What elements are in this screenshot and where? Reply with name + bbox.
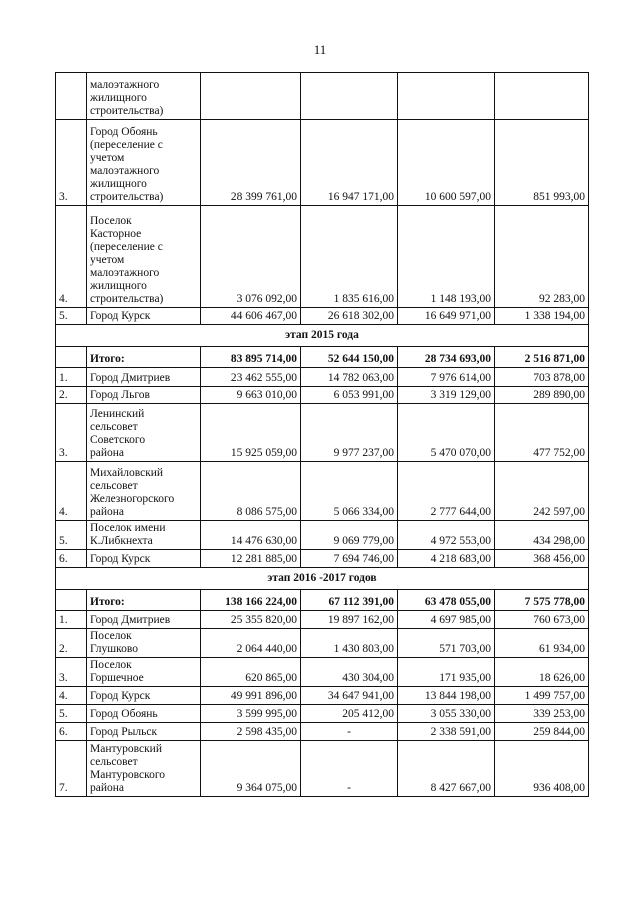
row-number-cell: 6. [56,723,87,741]
total-label: Итого: [87,590,201,611]
municipality-name-line: Город Курск [90,310,151,322]
page-number: 11 [313,42,327,57]
municipality-name-line: (переселение с [90,241,163,253]
table-row [56,308,589,325]
municipality-name-line: малоэтажного [90,165,160,177]
amount-cell: 34 647 941,00 [301,687,398,705]
amount-cell: - [301,741,398,797]
amount-cell: 289 890,00 [495,387,589,404]
row-number-cell: 2. [56,629,87,658]
amount-cell: 23 462 555,00 [201,368,301,387]
municipality-name-cell [87,658,201,687]
table-row [56,550,589,568]
amount-cell: - [301,723,398,741]
row-number-cell: 5. [56,308,87,325]
municipality-name-line: Глушково [90,643,138,655]
row-number-cell: 3. [56,120,87,206]
amount-cell: 18 626,00 [495,658,589,687]
municipality-name-line: малоэтажного [90,79,160,91]
municipality-name-line: Поселок [90,630,132,642]
amount-cell: 44 606 467,00 [201,308,301,325]
municipality-name-cell [87,629,201,658]
amount-cell: 61 934,00 [495,629,589,658]
stage-header-row [56,325,589,347]
municipality-name-line: сельсовет [90,480,138,492]
row-number-cell: 5. [56,521,87,550]
amount-cell: 15 925 059,00 [201,404,301,462]
amount-cell: 1 430 803,00 [301,629,398,658]
amount-cell: 259 844,00 [495,723,589,741]
table-row [56,387,589,404]
municipality-name-line: сельсовет [90,421,138,433]
municipality-name-cell [87,462,201,521]
amount-cell: 4 697 985,00 [398,611,495,629]
amount-cell: 10 600 597,00 [398,120,495,206]
table-row [56,687,589,705]
amount-cell [398,73,495,120]
municipality-name-cell [87,387,201,404]
row-number-cell: 4. [56,687,87,705]
amount-cell: 16 947 171,00 [301,120,398,206]
table-row [56,368,589,387]
amount-cell: 339 253,00 [495,705,589,723]
total-label: Итого: [87,347,201,368]
municipality-name-line: Железногорского [90,493,175,505]
municipality-name-line: района [90,447,125,459]
total-value-cell: 138 166 224,00 [201,590,301,611]
total-value-cell: 28 734 693,00 [398,347,495,368]
amount-cell: 242 597,00 [495,462,589,521]
municipality-name-line: района [90,782,125,794]
row-number-cell: 4. [56,206,87,308]
amount-cell: 1 835 616,00 [301,206,398,308]
total-value-cell: 67 112 391,00 [301,590,398,611]
amount-cell: 368 456,00 [495,550,589,568]
municipality-name-line: Город Дмитриев [90,614,171,626]
amount-cell: 1 499 757,00 [495,687,589,705]
table-row [56,120,589,206]
amount-cell: 9 977 237,00 [301,404,398,462]
table-row [56,404,589,462]
municipality-name-line: учетом [90,152,125,164]
table-row [56,206,589,308]
municipality-name-cell [87,723,201,741]
municipality-name-line: Город Курск [90,690,151,702]
amount-cell [301,73,398,120]
amount-cell: 4 972 553,00 [398,521,495,550]
municipality-name-cell [87,550,201,568]
municipality-name-cell [87,120,201,206]
stage-header-row [56,568,589,590]
municipality-name-cell [87,73,201,120]
amount-cell: 5 066 334,00 [301,462,398,521]
amount-cell: 2 598 435,00 [201,723,301,741]
amount-cell: 703 878,00 [495,368,589,387]
amount-cell: 434 298,00 [495,521,589,550]
municipality-name-line: жилищного [90,280,147,292]
row-number-cell: 3. [56,658,87,687]
municipality-name-line: Михайловский [90,467,164,479]
amount-cell: 936 408,00 [495,741,589,797]
amount-cell: 2 064 440,00 [201,629,301,658]
table-row [56,705,589,723]
amount-cell: 571 703,00 [398,629,495,658]
amount-cell: 3 319 129,00 [398,387,495,404]
amount-cell: 3 055 330,00 [398,705,495,723]
amount-cell: 12 281 885,00 [201,550,301,568]
municipality-name-line: строительства) [90,191,164,203]
amount-cell: 851 993,00 [495,120,589,206]
municipality-name-cell [87,308,201,325]
amount-cell: 3 599 995,00 [201,705,301,723]
table-row [56,611,589,629]
total-value-cell: 83 895 714,00 [201,347,301,368]
row-number-cell: 1. [56,611,87,629]
row-number-cell [56,73,87,120]
amount-cell: 49 991 896,00 [201,687,301,705]
municipality-name-line: жилищного [90,178,147,190]
municipality-name-line: Мантуровского [90,769,166,781]
municipality-name-cell [87,687,201,705]
municipality-name-line: Поселок [90,215,132,227]
amount-cell: 9 364 075,00 [201,741,301,797]
municipality-name-cell [87,404,201,462]
municipality-name-line: Горшечное [90,672,144,684]
amount-cell: 1 148 193,00 [398,206,495,308]
amount-cell: 5 470 070,00 [398,404,495,462]
municipality-name-cell [87,705,201,723]
row-number-cell: 6. [56,550,87,568]
municipality-name-line: Поселок [90,659,132,671]
municipality-name-line: Ленинский [90,408,145,420]
total-row [56,590,589,611]
municipality-name-line: (переселение с [90,139,163,151]
amount-cell [201,73,301,120]
amount-cell: 9 663 010,00 [201,387,301,404]
amount-cell: 7 694 746,00 [301,550,398,568]
total-value-cell: 7 575 778,00 [495,590,589,611]
amount-cell: 430 304,00 [301,658,398,687]
amount-cell: 8 086 575,00 [201,462,301,521]
total-value-cell: 2 516 871,00 [495,347,589,368]
total-row [56,347,589,368]
amount-cell: 6 053 991,00 [301,387,398,404]
municipality-name-line: района [90,506,125,518]
amount-cell: 1 338 194,00 [495,308,589,325]
municipality-name-cell [87,206,201,308]
table-row [56,629,589,658]
amount-cell: 3 076 092,00 [201,206,301,308]
amount-cell: 2 338 591,00 [398,723,495,741]
municipality-name-line: учетом [90,254,125,266]
amount-cell: 760 673,00 [495,611,589,629]
municipality-name-line: Поселок имени [90,522,166,534]
table-row [56,521,589,550]
amount-cell: 25 355 820,00 [201,611,301,629]
municipality-name-line: сельсовет [90,756,138,768]
row-number-cell: 3. [56,404,87,462]
municipality-name-line: Город Обоянь [90,126,158,138]
amount-cell: 2 777 644,00 [398,462,495,521]
municipality-name-line: Город Дмитриев [90,372,171,384]
amount-cell: 7 976 614,00 [398,368,495,387]
amount-cell: 4 218 683,00 [398,550,495,568]
municipality-name-line: Советского [90,434,146,446]
amount-cell [495,73,589,120]
row-number-cell: 4. [56,462,87,521]
row-number-cell [56,347,87,368]
amount-cell: 171 935,00 [398,658,495,687]
stage-title: этап 2016 -2017 годов [56,568,589,590]
table-row [56,723,589,741]
row-number-cell: 7. [56,741,87,797]
amount-cell: 14 476 630,00 [201,521,301,550]
total-value-cell: 52 644 150,00 [301,347,398,368]
municipality-name-line: строительства) [90,105,164,117]
table-row [56,462,589,521]
table-row [56,73,589,120]
municipality-name-line: жилищного [90,92,147,104]
amount-cell: 92 283,00 [495,206,589,308]
municipality-name-line: Город Курск [90,553,151,565]
budget-table [55,72,589,797]
municipality-name-line: Касторное [90,228,142,240]
amount-cell: 28 399 761,00 [201,120,301,206]
total-value-cell: 63 478 055,00 [398,590,495,611]
municipality-name-cell [87,611,201,629]
municipality-name-line: Мантуровский [90,743,162,755]
row-number-cell: 5. [56,705,87,723]
municipality-name-line: Город Льгов [90,389,150,401]
amount-cell: 205 412,00 [301,705,398,723]
amount-cell: 13 844 198,00 [398,687,495,705]
municipality-name-line: Город Обоянь [90,708,158,720]
amount-cell: 19 897 162,00 [301,611,398,629]
table-row [56,741,589,797]
row-number-cell [56,590,87,611]
amount-cell: 620 865,00 [201,658,301,687]
municipality-name-line: малоэтажного [90,267,160,279]
amount-cell: 477 752,00 [495,404,589,462]
amount-cell: 16 649 971,00 [398,308,495,325]
row-number-cell: 1. [56,368,87,387]
table-body [56,73,589,797]
municipality-name-line: К.Либкнехта [90,535,153,547]
amount-cell: 26 618 302,00 [301,308,398,325]
municipality-name-cell [87,521,201,550]
municipality-name-cell [87,368,201,387]
municipality-name-line: строительства) [90,293,164,305]
municipality-name-cell [87,741,201,797]
amount-cell: 9 069 779,00 [301,521,398,550]
stage-title: этап 2015 года [56,325,589,347]
municipality-name-line: Город Рыльск [90,726,158,738]
row-number-cell: 2. [56,387,87,404]
amount-cell: 14 782 063,00 [301,368,398,387]
table-row [56,658,589,687]
amount-cell: 8 427 667,00 [398,741,495,797]
